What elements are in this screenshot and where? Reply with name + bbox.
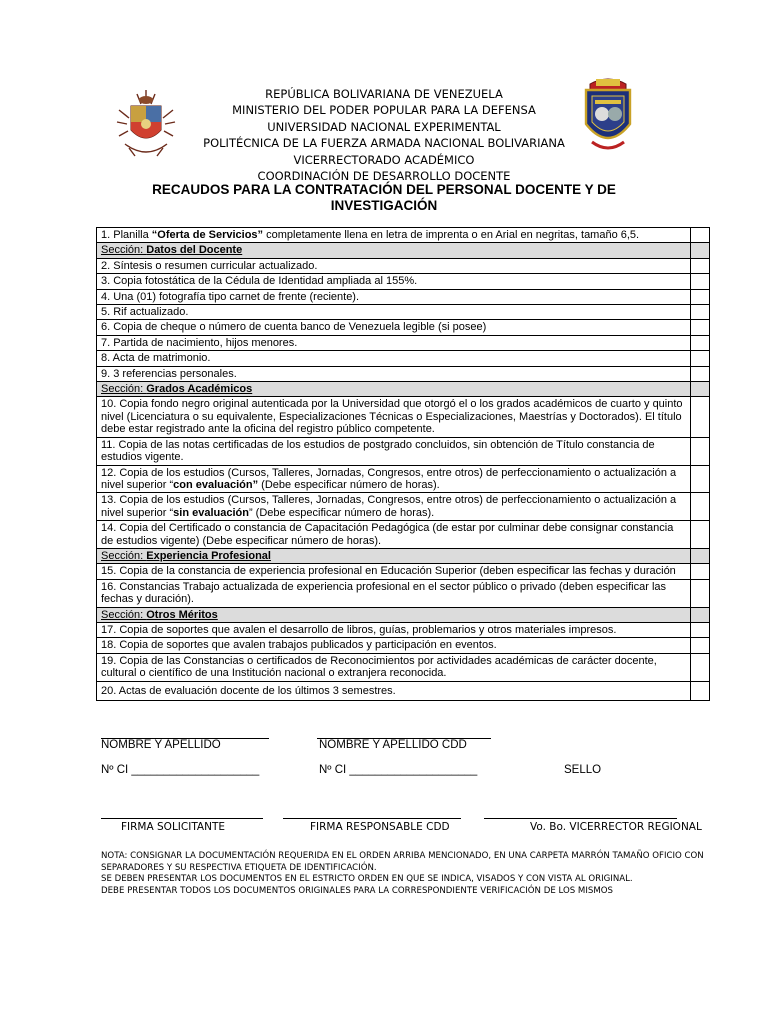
header-line: VICERRECTORADO ACADÉMICO xyxy=(293,152,475,167)
table-row xyxy=(97,397,710,437)
requirement-cell: 11. Copia de las notas certificadas de los estudios de postgrado concluidos, sin obtención de Título constancia de estudios vigente. xyxy=(97,437,691,465)
section-name: Grados Académicos xyxy=(146,383,253,396)
check-cell[interactable] xyxy=(691,320,710,335)
section-row xyxy=(97,548,710,563)
requirement-cell: 9. 3 referencias personales. xyxy=(97,366,691,381)
requirement-cell: 5. Rif actualizado. xyxy=(97,305,691,320)
table-row xyxy=(97,335,710,350)
section-prefix: Sección: xyxy=(101,549,147,562)
section-name: Otros Méritos xyxy=(146,608,218,621)
header-line: REPÚBLICA BOLIVARIANA DE VENEZUELA xyxy=(265,87,503,101)
text: 1. Planilla xyxy=(101,229,152,241)
header-line: POLITÉCNICA DE LA FUERZA ARMADA NACIONAL BOLIVARIANA xyxy=(203,136,565,151)
text-bold: sin evaluación xyxy=(173,506,249,519)
name-cdd-label: NOMBRE Y APELLIDO CDD xyxy=(319,739,467,751)
requirements-table xyxy=(96,227,710,701)
institution-header xyxy=(150,86,618,184)
table-row xyxy=(97,653,710,681)
section-row xyxy=(97,382,710,397)
section-cell xyxy=(97,382,691,397)
signature-line xyxy=(484,818,677,819)
section-name: Experiencia Profesional xyxy=(146,549,271,562)
table-row xyxy=(97,579,710,607)
table-row xyxy=(97,437,710,465)
text: 13. Copia de los estudios (Cursos, Talleres, Jornadas, Congresos, entre otros) de perfeccionamiento o actualización a nivel superior “ xyxy=(101,494,677,519)
section-cell xyxy=(97,548,691,563)
sello-label: SELLO xyxy=(564,764,602,776)
requirement-cell: 2. Síntesis o resumen curricular actualizado. xyxy=(97,258,691,273)
table-row xyxy=(97,493,710,521)
firma-solicitante-label: FIRMA SOLICITANTE xyxy=(121,821,226,833)
requirement-cell xyxy=(97,493,691,521)
section-row xyxy=(97,607,710,622)
table-row xyxy=(97,258,710,273)
table-row xyxy=(97,465,710,493)
section-row xyxy=(97,243,710,258)
check-cell[interactable] xyxy=(691,258,710,273)
requirement-cell: 17. Copia de soportes que avalen el desarrollo de libros, guías, problemarios y otros materiales impresos. xyxy=(97,622,691,637)
table-row xyxy=(97,638,710,653)
table-row xyxy=(97,366,710,381)
title-line: RECAUDOS PARA LA CONTRATACIÓN DEL PERSONAL DOCENTE Y DE xyxy=(152,182,616,197)
requirement-cell: 7. Partida de nacimiento, hijos menores. xyxy=(97,335,691,350)
ci-field-2[interactable]: Nº CI ____________________ xyxy=(319,764,478,776)
document-title xyxy=(100,182,668,214)
section-prefix: Sección: xyxy=(101,244,147,257)
check-cell[interactable] xyxy=(691,305,710,320)
check-cell[interactable] xyxy=(691,397,710,437)
check-cell[interactable] xyxy=(691,228,710,243)
text: ” (Debe especificar número de horas). xyxy=(248,506,435,519)
check-cell[interactable] xyxy=(691,493,710,521)
check-cell[interactable] xyxy=(691,335,710,350)
ci-field-1[interactable]: Nº CI ____________________ xyxy=(101,764,260,776)
text: 12. Copia de los estudios (Cursos, Talleres, Jornadas, Congresos, entre otros) de perfeccionamiento o actualización a nivel superior “ xyxy=(101,466,677,491)
requirement-cell: 14. Copia del Certificado o constancia de Capacitación Pedagógica (de estar por culminar debe consignar constancia de estudios vigente) (Debe especificar número de horas). xyxy=(97,521,691,549)
table-row xyxy=(97,320,710,335)
requirement-cell: 15. Copia de la constancia de experiencia profesional en Educación Superior (deben especificar las fechas y duración xyxy=(97,564,691,579)
check-cell xyxy=(691,548,710,563)
section-cell xyxy=(97,607,691,622)
check-cell[interactable] xyxy=(691,437,710,465)
requirement-cell: 10. Copia fondo negro original autenticada por la Universidad que otorgó el o los grados académicos de cuarto y quinto nivel (Licenciatura o su equivalente, Especializaciones Técnicas o Especializaciones, Maestrías y Doctorados). El título debe estar registrado ante la oficina del registro público competente. xyxy=(97,397,691,437)
table-row xyxy=(97,622,710,637)
text: completamente llena en letra de imprenta o en Arial en negritas, tamaño 6,5. xyxy=(263,229,640,241)
text: (Debe especificar número de horas). xyxy=(258,478,440,491)
check-cell xyxy=(691,382,710,397)
check-cell[interactable] xyxy=(691,521,710,549)
requirement-cell: 20. Actas de evaluación docente de los últimos 3 semestres. xyxy=(97,681,691,700)
table-row xyxy=(97,351,710,366)
signature-line xyxy=(101,818,263,819)
section-prefix: Sección: xyxy=(101,608,147,621)
check-cell[interactable] xyxy=(691,274,710,289)
signature-line xyxy=(283,818,461,819)
requirement-cell: 6. Copia de cheque o número de cuenta banco de Venezuela legible (si posee) xyxy=(97,320,691,335)
check-cell[interactable] xyxy=(691,622,710,637)
table-row xyxy=(97,681,710,700)
table-row xyxy=(97,274,710,289)
header-line: UNIVERSIDAD NACIONAL EXPERIMENTAL xyxy=(267,119,501,134)
section-name: Datos del Docente xyxy=(146,244,243,257)
table-row xyxy=(97,521,710,549)
check-cell[interactable] xyxy=(691,289,710,304)
header-line: COORDINACIÓN DE DESARROLLO DOCENTE xyxy=(257,169,511,184)
check-cell xyxy=(691,243,710,258)
check-cell[interactable] xyxy=(691,366,710,381)
section-cell xyxy=(97,243,691,258)
firma-responsable-label: FIRMA RESPONSABLE CDD xyxy=(310,821,450,833)
footer-note xyxy=(101,851,711,897)
table-row xyxy=(97,289,710,304)
requirement-cell: 3. Copia fotostática de la Cédula de Identidad ampliada al 155%. xyxy=(97,274,691,289)
check-cell[interactable] xyxy=(691,351,710,366)
text-bold: “Oferta de Servicios” xyxy=(151,229,264,241)
check-cell[interactable] xyxy=(691,653,710,681)
table-row xyxy=(97,305,710,320)
check-cell[interactable] xyxy=(691,681,710,700)
table-row xyxy=(97,564,710,579)
check-cell[interactable] xyxy=(691,465,710,493)
requirement-cell xyxy=(97,228,691,243)
note-line: SE DEBEN PRESENTAR LOS DOCUMENTOS EN EL ESTRICTO ORDEN EN QUE SE INDICA, VISADOS Y CON VISTA AL ORIGINAL. xyxy=(101,874,633,885)
check-cell[interactable] xyxy=(691,579,710,607)
table-row xyxy=(97,228,710,243)
header-line: MINISTERIO DEL PODER POPULAR PARA LA DEFENSA xyxy=(232,103,536,118)
section-prefix: Sección: xyxy=(101,383,147,396)
requirement-cell: 19. Copia de las Constancias o certificados de Reconocimientos por actividades académicas de carácter docente, cultural o científico de una Institución nacional o extranjera reconocida. xyxy=(97,653,691,681)
text-bold: con evaluación” xyxy=(173,478,259,491)
requirement-cell: 16. Constancias Trabajo actualizada de experiencia profesional en el sector público o privado (deben especificar las fechas y duración). xyxy=(97,579,691,607)
note-line: DEBE PRESENTAR TODOS LOS DOCUMENTOS ORIGINALES PARA LA CORRESPONDIENTE VERIFICACIÓN DE LOS MISMOS xyxy=(101,885,613,896)
title-line: INVESTIGACIÓN xyxy=(330,198,438,213)
check-cell[interactable] xyxy=(691,564,710,579)
vobo-label: Vo. Bo. VICERRECTOR REGIONAL xyxy=(530,821,702,833)
check-cell[interactable] xyxy=(691,638,710,653)
requirement-cell xyxy=(97,465,691,493)
requirement-cell: 8. Acta de matrimonio. xyxy=(97,351,691,366)
note-line: NOTA: CONSIGNAR LA DOCUMENTACIÓN REQUERIDA EN EL ORDEN ARRIBA MENCIONADO, EN UNA CARPETA MARRÓN TAMAÑO OFICIO CON SEPARADORES Y SU RESPECTIVA ETIQUETA DE IDENTIFICACIÓN. xyxy=(101,851,704,873)
check-cell xyxy=(691,607,710,622)
requirement-cell: 4. Una (01) fotografía tipo carnet de frente (reciente). xyxy=(97,289,691,304)
requirement-cell: 18. Copia de soportes que avalen trabajos publicados y participación en eventos. xyxy=(97,638,691,653)
name-label: NOMBRE Y APELLIDO xyxy=(101,739,221,751)
